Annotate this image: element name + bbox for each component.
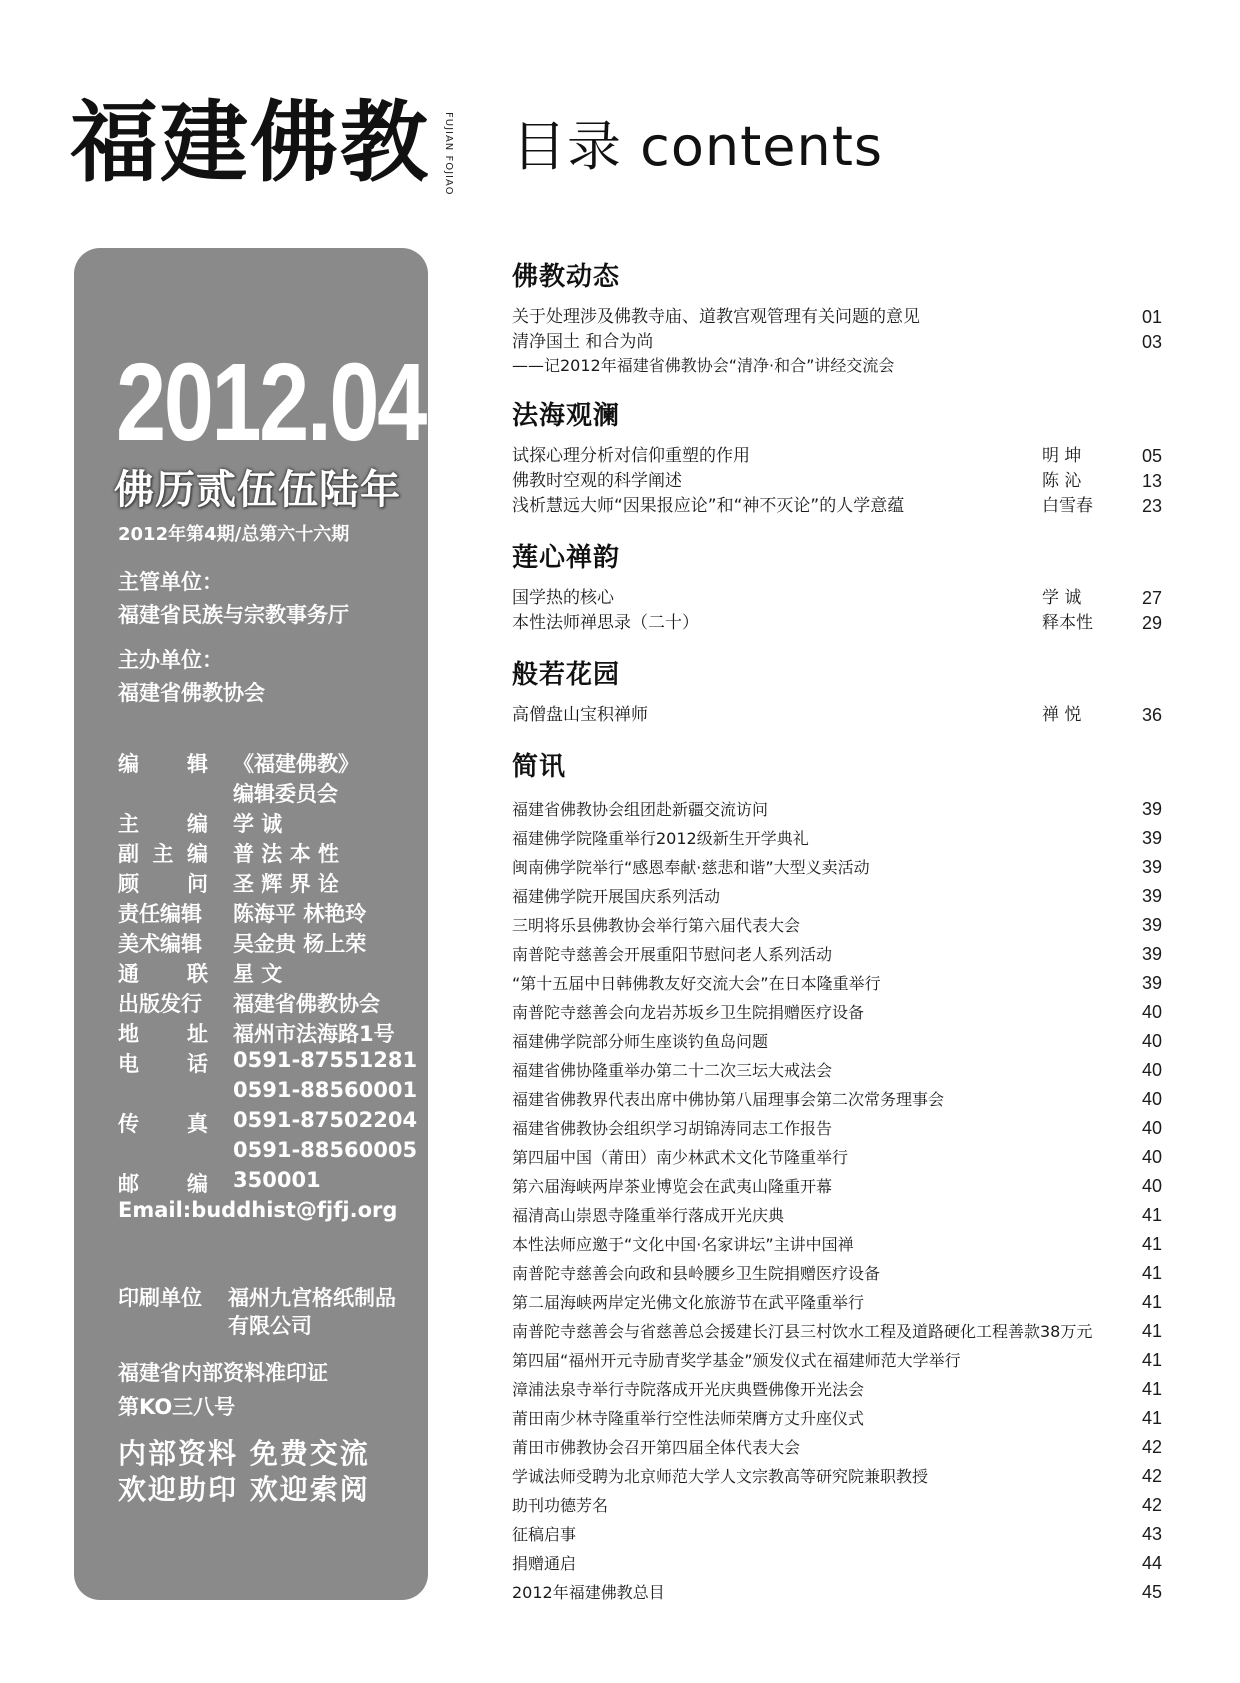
- entry-page: 39: [1141, 799, 1162, 819]
- toc-section: [512, 654, 1162, 728]
- permit-line2: 第KO三八号: [118, 1395, 236, 1419]
- toc-entry[interactable]: [512, 1056, 1162, 1085]
- credit-row: [118, 868, 418, 898]
- credit-value: 学 诚: [233, 812, 283, 836]
- credit-value: 吴金贵 杨上荣: [233, 932, 367, 956]
- toc-entry[interactable]: [512, 586, 1162, 611]
- entry-title: 捐赠通启: [512, 1554, 577, 1573]
- credit-row: [118, 928, 418, 958]
- entry-title: 2012年福建佛教总目: [512, 1583, 665, 1602]
- editorial-credits: [118, 748, 418, 1228]
- credit-label-char: 址: [187, 1022, 208, 1046]
- entry-title: 南普陀寺慈善会开展重阳节慰问老人系列活动: [512, 945, 833, 964]
- toc-section: [512, 537, 1162, 636]
- credit-value: 陈海平 林艳玲: [233, 902, 367, 926]
- toc-entry[interactable]: [512, 1288, 1162, 1317]
- credit-label-char: 编: [187, 812, 208, 836]
- credit-label-char: 编: [187, 842, 208, 866]
- entry-page: 40: [1141, 1089, 1162, 1109]
- printer-block: [118, 1284, 396, 1340]
- toc-entry[interactable]: [512, 882, 1162, 911]
- credit-value: 星 文: [233, 962, 283, 986]
- entry-page: 40: [1141, 1176, 1162, 1196]
- toc-entry[interactable]: [512, 469, 1162, 494]
- entry-page: 41: [1141, 1263, 1162, 1283]
- section-title: 简讯: [512, 752, 567, 782]
- toc-entry[interactable]: [512, 969, 1162, 998]
- entry-page: 29: [1141, 613, 1162, 633]
- entry-page: 39: [1141, 915, 1162, 935]
- entry-title: 福清高山崇恩寺隆重举行落成开光庆典: [512, 1206, 785, 1225]
- credit-value: 0591-88560001: [233, 1078, 418, 1102]
- credit-row: [118, 808, 418, 838]
- entry-title: 莆田市佛教协会召开第四届全体代表大会: [512, 1438, 801, 1457]
- toc-entry[interactable]: [512, 1201, 1162, 1230]
- credit-label: 美术编辑: [118, 932, 202, 956]
- credit-label: [118, 1168, 208, 1198]
- section-title: 佛教动态: [512, 262, 621, 292]
- entry-page: 39: [1141, 944, 1162, 964]
- toc-entry[interactable]: [512, 1462, 1162, 1491]
- toc-entry[interactable]: [512, 1433, 1162, 1462]
- toc-entry[interactable]: [512, 1259, 1162, 1288]
- credit-label-char: 传: [118, 1112, 139, 1136]
- logo-pinyin: FUJIAN FOJIAO: [443, 112, 454, 196]
- toc-entry[interactable]: [512, 1578, 1162, 1607]
- credit-value: 350001: [233, 1168, 321, 1192]
- entry-title: 高僧盘山宝积禅师: [512, 705, 648, 725]
- entry-title: 闽南佛学院举行“感恩奉献·慈悲和谐”大型义卖活动: [512, 858, 870, 877]
- entry-page: 39: [1141, 857, 1162, 877]
- toc-entry[interactable]: [512, 1404, 1162, 1433]
- credit-row: [118, 958, 418, 988]
- toc-entry[interactable]: [512, 1491, 1162, 1520]
- credit-value: 普 法 本 性: [233, 842, 339, 866]
- credit-label: [118, 1048, 208, 1078]
- section-title: 莲心禅韵: [512, 543, 621, 573]
- entry-page: 40: [1141, 1002, 1162, 1022]
- toc-entry[interactable]: [512, 703, 1162, 728]
- buddhist-year: 佛历贰伍伍陆年: [114, 467, 401, 513]
- credit-label-char: 编: [187, 1172, 208, 1196]
- entry-title: 第六届海峡两岸茶业博览会在武夷山隆重开幕: [512, 1177, 833, 1196]
- credit-value: 0591-88560005: [233, 1138, 418, 1162]
- entry-title: 浅析慧远大师“因果报应论”和“神不灭论”的人学意蕴: [512, 496, 905, 516]
- credit-row: [118, 1168, 418, 1198]
- entry-title: 三明将乐县佛教协会举行第六届代表大会: [512, 916, 801, 935]
- toc-entry[interactable]: [512, 853, 1162, 882]
- entry-page: 39: [1141, 973, 1162, 993]
- printer-name-line1: 福州九宫格纸制品: [228, 1286, 396, 1310]
- entry-title: 福建佛学院开展国庆系列活动: [512, 887, 721, 906]
- credit-value: 福州市法海路1号: [233, 1022, 395, 1046]
- email-address: Email:buddhist@fjfj.org: [118, 1198, 398, 1222]
- credit-label-char: 编: [118, 752, 139, 776]
- entry-title: 佛教时空观的科学阐述: [512, 471, 682, 491]
- entry-page: 23: [1141, 496, 1162, 516]
- entry-title: 征稿启事: [512, 1525, 577, 1544]
- credit-label: 出版发行: [118, 992, 202, 1016]
- entry-page: 01: [1141, 307, 1162, 327]
- credit-label-char: 副: [118, 842, 139, 866]
- slogan-line1: 内部资料 免费交流: [118, 1437, 370, 1470]
- credit-label-char: 问: [187, 872, 208, 896]
- credit-label: [118, 808, 208, 838]
- toc-entry[interactable]: [512, 1172, 1162, 1201]
- credit-label: 责任编辑: [118, 902, 202, 926]
- toc-entry[interactable]: [512, 330, 1162, 355]
- entry-title: 福建省佛协隆重举办第二十二次三坛大戒法会: [512, 1061, 833, 1080]
- credit-label-char: 主: [118, 812, 139, 836]
- supervisor-label: 主管单位：: [118, 570, 223, 594]
- entry-page: 41: [1141, 1350, 1162, 1370]
- entry-page: 45: [1141, 1582, 1162, 1602]
- entry-page: 13: [1141, 471, 1162, 491]
- entry-page: 42: [1141, 1466, 1162, 1486]
- toc-section: [512, 746, 1162, 1607]
- toc-entry[interactable]: [512, 795, 1162, 824]
- entry-title: 南普陀寺慈善会向龙岩苏坂乡卫生院捐赠医疗设备: [512, 1003, 865, 1022]
- entry-title: 第四届中国（莆田）南少林武术文化节隆重举行: [512, 1148, 849, 1167]
- entry-page: 40: [1141, 1147, 1162, 1167]
- sponsor-value: 福建省佛教协会: [118, 681, 265, 705]
- credit-value: 0591-87502204: [233, 1108, 418, 1132]
- entry-page: 27: [1141, 588, 1162, 608]
- credit-label: [118, 958, 208, 988]
- issue-date: 2012.04: [116, 341, 425, 464]
- entry-title: 福建省佛教协会组织学习胡锦涛同志工作报告: [512, 1119, 833, 1138]
- credit-label-char: 主: [152, 842, 174, 866]
- credit-label-char: 辑: [187, 752, 208, 776]
- toc-entry[interactable]: [512, 1317, 1162, 1346]
- supervisor-block: [118, 566, 349, 632]
- toc-entry[interactable]: [512, 1230, 1162, 1259]
- entry-title: 国学热的核心: [512, 588, 614, 608]
- entry-page: 41: [1141, 1379, 1162, 1399]
- toc-section: [512, 395, 1162, 519]
- magazine-logo: 福建佛教: [70, 90, 431, 194]
- credit-row: [118, 1138, 418, 1168]
- sponsor-label: 主办单位：: [118, 648, 223, 672]
- credit-row: [118, 778, 418, 808]
- toc-entry[interactable]: [512, 1085, 1162, 1114]
- entry-title: 漳浦法泉寺举行寺院落成开光庆典暨佛像开光法会: [512, 1380, 865, 1399]
- supervisor-value: 福建省民族与宗教事务厅: [118, 603, 349, 627]
- credit-label-char: 邮: [118, 1172, 139, 1196]
- credit-label: [118, 1018, 208, 1048]
- entry-title: 南普陀寺慈善会与省慈善总会援建长汀县三村饮水工程及道路硬化工程善款38万元: [512, 1322, 1093, 1341]
- entry-page: 39: [1141, 828, 1162, 848]
- toc-entry[interactable]: [512, 355, 1162, 377]
- toc-entry[interactable]: [512, 1027, 1162, 1056]
- entry-title: 助刊功德芳名: [512, 1496, 609, 1515]
- credit-label-char: 联: [187, 962, 208, 986]
- toc-entry[interactable]: [512, 1549, 1162, 1578]
- credit-label-char: 真: [187, 1112, 208, 1136]
- toc-entry[interactable]: [512, 824, 1162, 853]
- entry-title: 莆田南少林寺隆重举行空性法师荣膺方丈升座仪式: [512, 1409, 865, 1428]
- entry-title: 第四届“福州开元寺励青奖学基金”颁发仪式在福建师范大学举行: [512, 1351, 961, 1370]
- entry-title: “第十五届中日韩佛教友好交流大会”在日本隆重举行: [512, 974, 881, 993]
- entry-page: 41: [1141, 1234, 1162, 1254]
- entry-title: 清净国土 和合为尚: [512, 332, 654, 352]
- slogans: [118, 1436, 370, 1508]
- entry-page: 41: [1141, 1321, 1162, 1341]
- toc-entry[interactable]: [512, 1375, 1162, 1404]
- credit-row: [118, 988, 418, 1018]
- credit-value: 圣 辉 界 诠: [233, 872, 339, 896]
- entry-title: ——记2012年福建省佛教协会“清净·和合”讲经交流会: [512, 356, 895, 375]
- credit-label-char: 电: [118, 1052, 139, 1076]
- entry-page: 03: [1141, 332, 1162, 352]
- credit-value: 0591-87551281: [233, 1048, 418, 1072]
- entry-page: 41: [1141, 1292, 1162, 1312]
- toc-entry[interactable]: [512, 1346, 1162, 1375]
- credit-row: [118, 898, 418, 928]
- toc-entry[interactable]: [512, 1520, 1162, 1549]
- entry-page: 42: [1141, 1437, 1162, 1457]
- credit-row: [118, 1018, 418, 1048]
- toc-heading: 目录 contents: [512, 115, 884, 178]
- entry-author: 陈 沁: [1042, 471, 1082, 491]
- credit-label-char: 顾: [118, 872, 139, 896]
- entry-author: 释本性: [1042, 613, 1093, 633]
- entry-page: 40: [1141, 1060, 1162, 1080]
- masthead-sidebar: [74, 248, 428, 1600]
- entry-page: 43: [1141, 1524, 1162, 1544]
- entry-page: 42: [1141, 1495, 1162, 1515]
- credit-row: [118, 838, 418, 868]
- toc-entry[interactable]: [512, 444, 1162, 469]
- credit-label: [118, 838, 208, 868]
- entry-title: 试探心理分析对信仰重塑的作用: [512, 446, 750, 466]
- entry-title: 福建佛学院隆重举行2012级新生开学典礼: [512, 829, 809, 848]
- credit-row: [118, 748, 418, 778]
- toc-entry[interactable]: [512, 1143, 1162, 1172]
- section-title: 般若花园: [512, 660, 621, 690]
- entry-title: 第二届海峡两岸定光佛文化旅游节在武平隆重举行: [512, 1293, 865, 1312]
- toc-entry[interactable]: [512, 911, 1162, 940]
- toc-entry[interactable]: [512, 611, 1162, 636]
- printer-name-line2: 有限公司: [228, 1314, 312, 1338]
- entry-title: 福建省佛教协会组团赴新疆交流访问: [512, 800, 769, 819]
- entry-page: 44: [1141, 1553, 1162, 1573]
- email-row: [118, 1198, 418, 1228]
- toc-entry[interactable]: [512, 305, 1162, 330]
- sponsor-block: [118, 644, 265, 710]
- entry-author: 明 坤: [1042, 446, 1082, 466]
- entry-title: 本性法师应邀于“文化中国·名家讲坛”主讲中国禅: [512, 1235, 854, 1254]
- printer-label: 印刷单位: [118, 1286, 202, 1310]
- entry-title: 学诚法师受聘为北京师范大学人文宗教高等研究院兼职教授: [512, 1467, 929, 1486]
- credit-label-char: 地: [118, 1022, 139, 1046]
- entry-title: 福建佛学院部分师生座谈钓鱼岛问题: [512, 1032, 769, 1051]
- section-title: 法海观澜: [512, 401, 621, 431]
- toc-entry[interactable]: [512, 494, 1162, 519]
- entry-title: 本性法师禅思录（二十）: [512, 613, 699, 633]
- entry-title: 南普陀寺慈善会向政和县岭腰乡卫生院捐赠医疗设备: [512, 1264, 881, 1283]
- credit-row: [118, 1078, 418, 1108]
- entry-page: 40: [1141, 1118, 1162, 1138]
- credit-value: 编辑委员会: [233, 782, 338, 806]
- credit-value: 福建省佛教协会: [233, 992, 380, 1016]
- entry-page: 40: [1141, 1031, 1162, 1051]
- credit-label-char: 话: [187, 1052, 208, 1076]
- entry-page: 41: [1141, 1408, 1162, 1428]
- credit-label: [118, 748, 208, 778]
- credit-label: [118, 1108, 208, 1138]
- credit-row: [118, 1108, 418, 1138]
- credit-label-char: 通: [118, 962, 139, 986]
- toc-entry[interactable]: [512, 940, 1162, 969]
- entry-author: 学 诚: [1042, 588, 1082, 608]
- toc-entry[interactable]: [512, 1114, 1162, 1143]
- entry-title: 关于处理涉及佛教寺庙、道教宫观管理有关问题的意见: [512, 307, 920, 327]
- credit-value: 《福建佛教》: [233, 752, 359, 776]
- entry-page: 36: [1141, 705, 1162, 725]
- slogan-line2: 欢迎助印 欢迎索阅: [118, 1473, 370, 1506]
- entry-author: 白雪春: [1042, 496, 1093, 516]
- entry-title: 福建省佛教界代表出席中佛协第八届理事会第二次常务理事会: [512, 1090, 945, 1109]
- issue-number: 2012年第4期/总第六十六期: [118, 524, 350, 545]
- credit-label: [118, 868, 208, 898]
- entry-author: 禅 悦: [1042, 705, 1082, 725]
- toc-section: [512, 256, 1162, 377]
- entry-page: 05: [1141, 446, 1162, 466]
- toc-entry[interactable]: [512, 998, 1162, 1027]
- permit-block: [118, 1356, 328, 1424]
- credit-row: [118, 1048, 418, 1078]
- entry-page: 41: [1141, 1205, 1162, 1225]
- permit-line1: 福建省内部资料准印证: [118, 1361, 328, 1385]
- table-of-contents: [512, 256, 1162, 1625]
- entry-page: 39: [1141, 886, 1162, 906]
